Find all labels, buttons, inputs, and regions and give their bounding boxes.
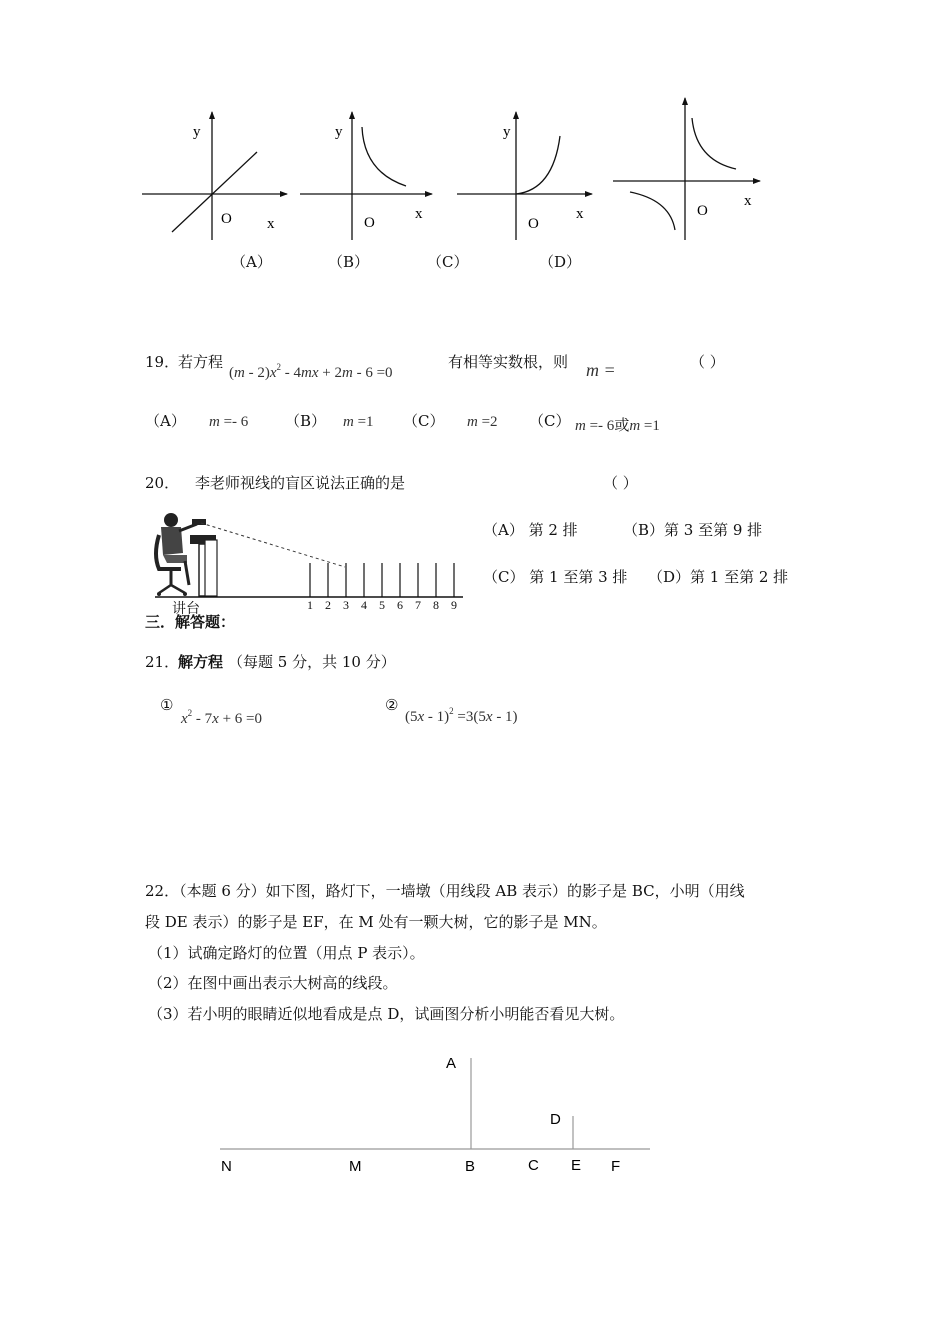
graph-a-x-label: x xyxy=(267,216,275,232)
q22-sub-2: （2）在图中画出表示大树高的线段。 xyxy=(148,974,398,992)
q21-eq1: $x^2 - 7x + 6 =0$ xyxy=(181,708,263,727)
q22-sub-3: （3）若小明的眼睛近似地看成是点 D，试画图分析小明能否看见大树。 xyxy=(148,1005,625,1023)
q21-eq1-marker: ① xyxy=(160,696,174,714)
q19-number: 19． xyxy=(145,353,180,371)
q22-line-2: 段 DE 表示）的影子是 EF，在 M 处有一颗大树，它的影子是 MN。 xyxy=(145,913,607,931)
q20-row-7: 7 xyxy=(415,598,421,612)
graph-a-origin: O xyxy=(221,211,232,227)
q20-row-1: 1 xyxy=(307,598,313,612)
graph-a-y-label: y xyxy=(193,124,201,140)
point-b-label: B xyxy=(465,1158,476,1175)
q21-eq2-marker: ② xyxy=(385,696,399,714)
q19-target: m = xyxy=(586,360,616,380)
graph-c-y-label: y xyxy=(503,124,511,140)
q18-option-a: （A） xyxy=(231,253,272,271)
q22-line-1: 22．（本题 6 分）如下图，路灯下，一墙墩（用线段 AB 表示）的影子是 BC，小明（用线 xyxy=(145,882,745,900)
q20-text: 李老师视线的盲区说法正确的是 xyxy=(195,474,406,492)
q21-number: 21． xyxy=(145,653,180,671)
point-c-label: C xyxy=(528,1157,539,1174)
q19-option-d-label: （C） xyxy=(529,412,571,430)
q19-lead: 若方程 xyxy=(178,353,224,371)
q19-option-d-value: m =- 6或m =1 xyxy=(575,416,660,434)
point-f-label: F xyxy=(611,1158,621,1175)
q19-option-a-label: （A） xyxy=(145,412,186,430)
q20-option-b: （B）第 3 至第 9 排 xyxy=(623,521,763,539)
q19-answer-bracket: （ ） xyxy=(690,353,725,371)
q22-sub-1: （1）试确定路灯的位置（用点 P 表示）。 xyxy=(148,944,425,962)
q20-row-2: 2 xyxy=(325,598,331,612)
q20-row-5: 5 xyxy=(379,598,385,612)
graph-d-origin: O xyxy=(697,203,708,219)
q18-option-d: （D） xyxy=(539,253,582,271)
q20-option-d: （D）第 1 至第 2 排 xyxy=(648,568,789,586)
q20-option-c: （C） 第 1 至第 3 排 xyxy=(483,568,628,586)
q19-option-c-value: m =2 xyxy=(467,414,498,430)
q20-number: 20． xyxy=(145,474,180,492)
point-m-label: M xyxy=(349,1158,362,1175)
q19-after: 有相等实数根，则 xyxy=(448,353,569,371)
q18-option-b: （B） xyxy=(328,253,370,271)
q19-option-b-value: m =1 xyxy=(343,414,374,430)
section-3-title: 三．解答题： xyxy=(145,613,236,631)
graph-c-origin: O xyxy=(528,216,539,232)
q20-row-8: 8 xyxy=(433,598,439,612)
point-n-label: N xyxy=(221,1158,232,1175)
q19-option-b-label: （B） xyxy=(285,412,327,430)
graph-c-x-label: x xyxy=(576,206,584,222)
graph-b xyxy=(300,112,432,240)
q19-equation: $(m - 2)x^2 - 4mx + 2m - 6 =0$ xyxy=(229,362,393,381)
point-d-label: D xyxy=(550,1111,561,1128)
q20-answer-bracket: （ ） xyxy=(603,474,638,492)
graph-c xyxy=(457,112,592,240)
graph-a xyxy=(142,112,287,240)
q18-graphs xyxy=(0,0,950,300)
graph-d xyxy=(613,98,760,240)
q21-note: （每题 5 分，共 10 分） xyxy=(228,653,396,671)
graph-b-origin: O xyxy=(364,215,375,231)
graph-b-x-label: x xyxy=(415,206,423,222)
q21-eq2: (5x - 1)$^2$ =3(5x - 1) xyxy=(405,706,518,725)
point-a-label: A xyxy=(446,1055,457,1072)
graph-d-x-label: x xyxy=(744,193,752,209)
q20-figure xyxy=(145,505,475,617)
q20-row-6: 6 xyxy=(397,598,403,612)
q19-option-a-value: m =- 6 xyxy=(209,414,249,430)
q22-figure xyxy=(0,1040,950,1190)
q20-row-3: 3 xyxy=(343,598,349,612)
q20-podium-label: 讲台 xyxy=(172,601,200,617)
q20-row-4: 4 xyxy=(361,598,367,612)
q18-option-c: （C） xyxy=(427,253,469,271)
q20-row-9: 9 xyxy=(451,598,457,612)
point-e-label: E xyxy=(571,1157,582,1174)
q20-option-a: （A） 第 2 排 xyxy=(483,521,578,539)
graph-b-y-label: y xyxy=(335,124,343,140)
q19-option-c-label: （C） xyxy=(403,412,445,430)
q21-title: 解方程 xyxy=(178,653,224,671)
